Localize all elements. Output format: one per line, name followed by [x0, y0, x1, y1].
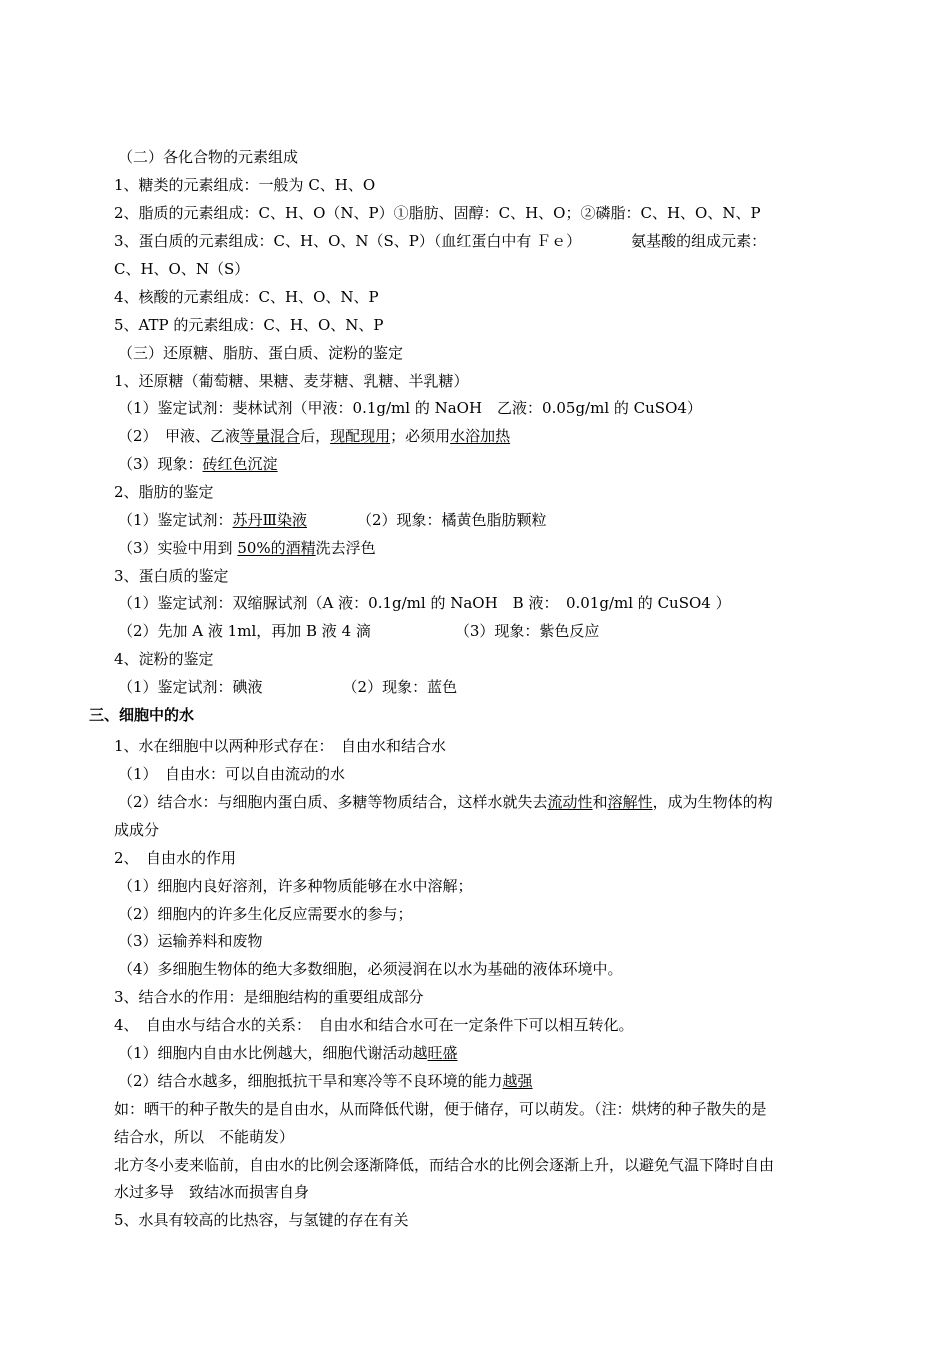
text: （3）实验中用到 [118, 539, 238, 557]
water-relation: 4、 自由水与结合水的关系： 自由水和结合水可在一定条件下可以相互转化。 [114, 1016, 634, 1034]
section-heading-element-composition: （二）各化合物的元素组成 [118, 148, 299, 166]
starch-reagent [118, 677, 457, 697]
free-water: （1） 自由水：可以自由流动的水 [118, 765, 346, 783]
protein-elements [114, 231, 766, 251]
underlined-term: 溶解性 [607, 793, 653, 811]
nucleic-acid-elements: 4、核酸的元素组成：C、H、O、N、P [114, 288, 379, 306]
lipid-elements: 2、脂质的元素组成：C、H、O（N、P）①脂肪、固醇：C、H、O；②磷脂：C、H、O、N、P [114, 204, 761, 222]
water-forms: 1、水在细胞中以两种形式存在： 自由水和结合水 [114, 737, 447, 755]
underlined-term: 水浴加热 [450, 427, 511, 445]
example-wheat: 北方冬小麦来临前，自由水的比例会逐渐降低，而结合水的比例会逐渐上升，以避免气温下降时自由 [114, 1156, 775, 1174]
specific-heat: 5、水具有较高的比热容，与氢键的存在有关 [114, 1211, 409, 1229]
amino-acid-elements-label: 氨基酸的组成元素： [631, 232, 767, 250]
protein-procedure [118, 621, 599, 641]
free-water-role-1: （1）细胞内良好溶剂，许多种物质能够在水中溶解； [118, 877, 473, 895]
text: （2）结合水：与细胞内蛋白质、多糖等物质结合，这样水就失去 [118, 793, 548, 811]
amino-acid-elements: C、H、O、N（S） [114, 260, 250, 278]
underlined-term: 等量混合 [240, 427, 301, 445]
underlined-term: 苏丹Ⅲ染液 [232, 511, 308, 529]
section-heading-water: 三、细胞中的水 [89, 706, 195, 724]
underlined-term: 现配现用 [330, 427, 391, 445]
protein-title: 3、蛋白质的鉴定 [114, 567, 229, 585]
reducing-sugar-reagent: （1）鉴定试剂：斐林试剂（甲液：0.1g/ml 的 NaOH 乙液：0.05g/ml 的 CuSO4） [118, 399, 702, 417]
reducing-sugar-procedure [118, 426, 510, 446]
water-relation-1 [118, 1043, 458, 1063]
text: ，成为生物体的构 [652, 793, 773, 811]
text: （2）结合水越多，细胞抵抗干旱和寒冷等不良环境的能力 [118, 1072, 503, 1090]
example-seeds-cont: 结合水，所以 不能萌发） [114, 1128, 295, 1146]
reducing-sugar-title: 1、还原糖（葡萄糖、果糖、麦芽糖、乳糖、半乳糖） [114, 372, 469, 390]
text: （2）现象：橘黄色脂肪颗粒 [357, 511, 547, 529]
reducing-sugar-result [118, 454, 278, 474]
example-wheat-cont: 水过多导 致结冰而损害自身 [114, 1183, 310, 1201]
text: （1）细胞内自由水比例越大，细胞代谢活动越 [118, 1044, 428, 1062]
bound-water-role: 3、结合水的作用：是细胞结构的重要组成部分 [114, 988, 424, 1006]
text: 洗去浮色 [315, 539, 376, 557]
starch-title: 4、淀粉的鉴定 [114, 650, 214, 668]
bound-water-cont: 成成分 [114, 821, 160, 839]
fat-title: 2、脂肪的鉴定 [114, 483, 214, 501]
fat-alcohol [118, 538, 376, 558]
protein-elements-text: 3、蛋白质的元素组成：C、H、O、N（S、P）（血红蛋白中有 Ｆｅ） [114, 232, 582, 250]
water-relation-2 [118, 1071, 533, 1091]
bound-water [118, 792, 773, 812]
text: （1）鉴定试剂： [118, 511, 233, 529]
sugar-elements: 1、糖类的元素组成：一般为 C、H、O [114, 176, 376, 194]
section-heading-identification: （三）还原糖、脂肪、蛋白质、淀粉的鉴定 [118, 344, 404, 362]
free-water-role-2: （2）细胞内的许多生化反应需要水的参与； [118, 905, 413, 923]
example-seeds: 如：晒干的种子散失的是自由水，从而降低代谢，便于储存，可以萌发。（注：烘烤的种子散失的是 [114, 1100, 767, 1118]
text: （1）鉴定试剂：碘液 [118, 678, 263, 696]
text: ；必须用 [390, 427, 451, 445]
underlined-term: 旺盛 [427, 1044, 458, 1062]
text: （3）现象： [118, 455, 203, 473]
text: （3）现象：紫色反应 [454, 622, 600, 640]
free-water-role-4: （4）多细胞生物体的绝大多数细胞，必须浸润在以水为基础的液体环境中。 [118, 960, 623, 978]
underlined-term: 流动性 [547, 793, 593, 811]
free-water-role-3: （3）运输养料和废物 [118, 932, 263, 950]
text: （2）现象：蓝色 [342, 678, 458, 696]
fat-reagent [118, 510, 547, 530]
underlined-term: 越强 [502, 1072, 533, 1090]
free-water-role-title: 2、 自由水的作用 [114, 849, 237, 867]
underlined-term: 50%的酒精 [237, 539, 316, 557]
text: （2）先加 A 液 1ml，再加 B 液 4 滴 [118, 622, 371, 640]
underlined-term: 砖红色沉淀 [202, 455, 278, 473]
text: 和 [592, 793, 608, 811]
protein-reagent: （1）鉴定试剂：双缩脲试剂（A 液：0.1g/ml 的 NaOH B 液： 0.01g/ml 的 CuSO4 ） [118, 594, 731, 612]
atp-elements: 5、ATP 的元素组成：C、H、O、N、P [114, 316, 384, 334]
text: 后， [300, 427, 331, 445]
text: （2） 甲液、乙液 [118, 427, 241, 445]
